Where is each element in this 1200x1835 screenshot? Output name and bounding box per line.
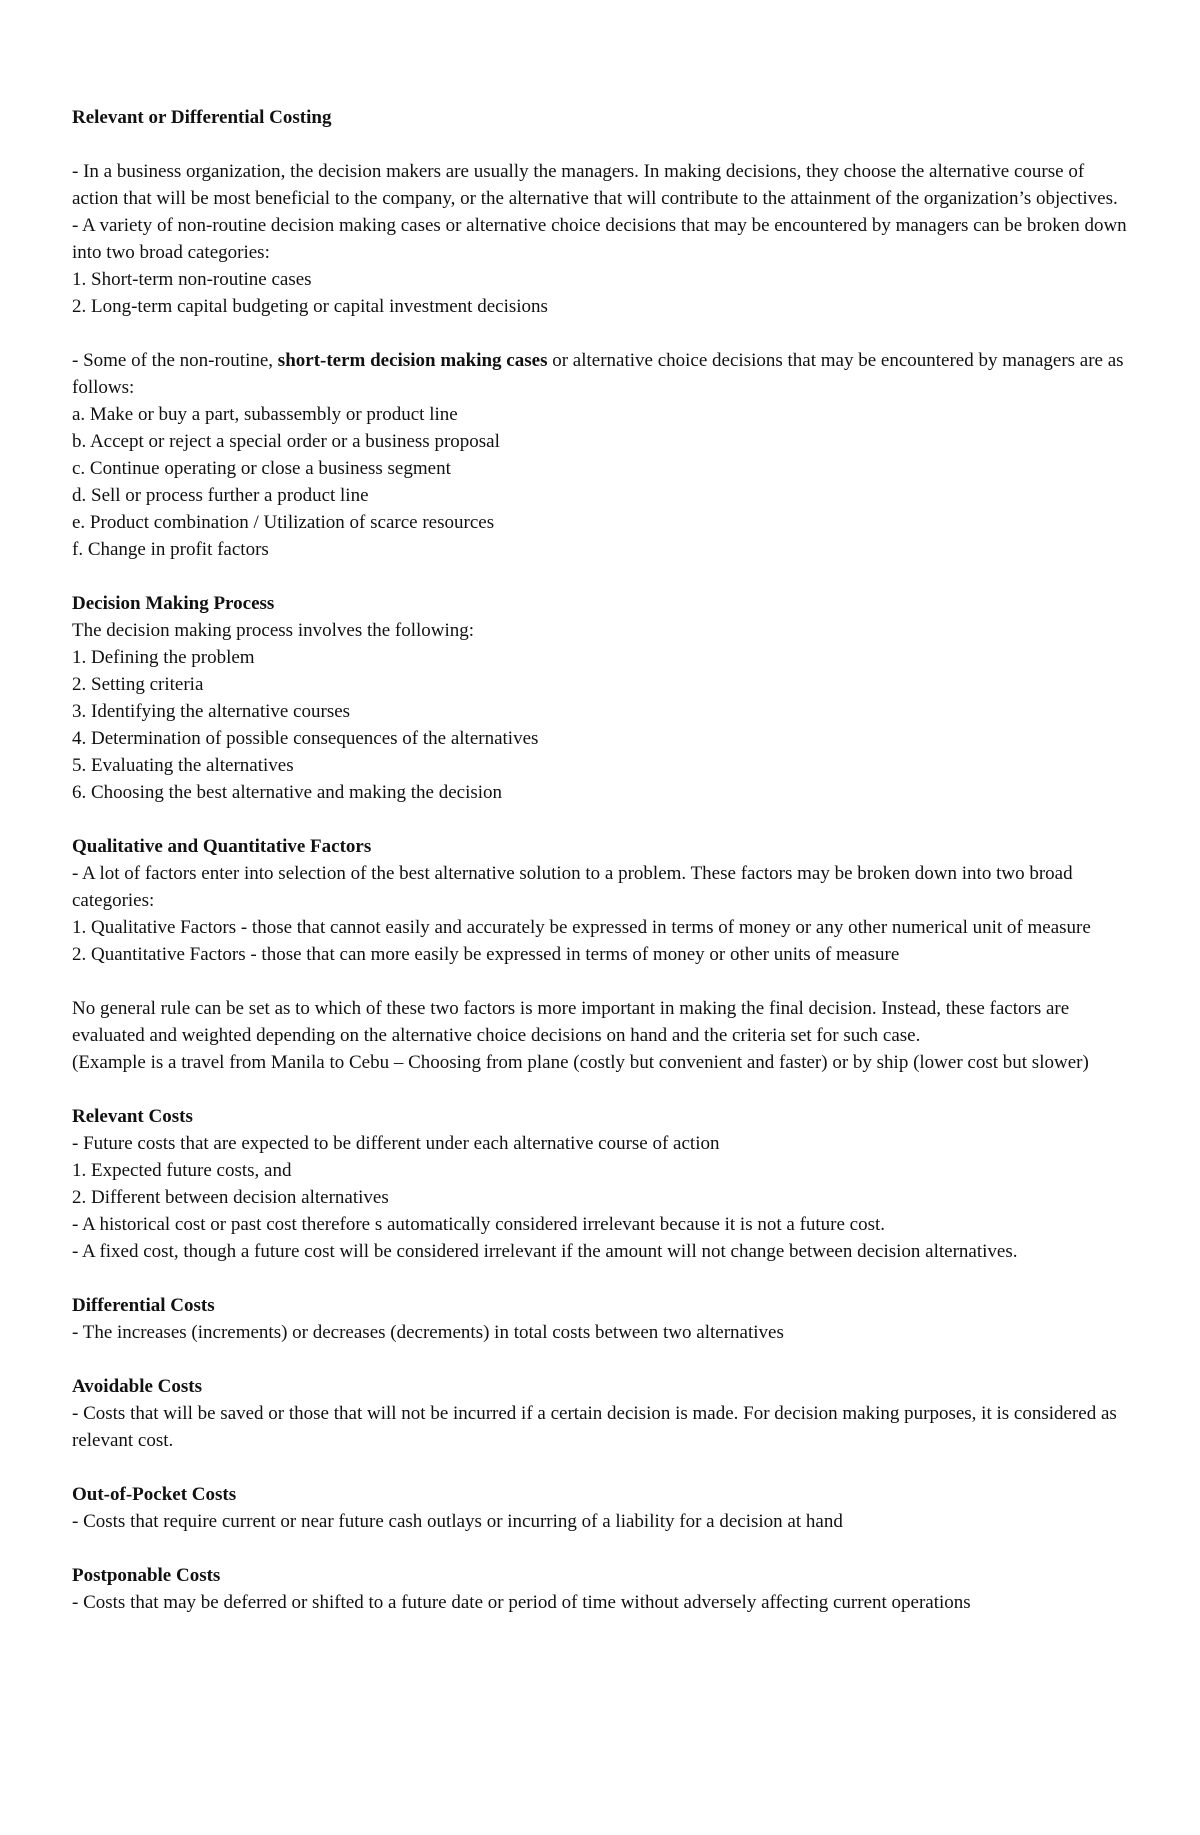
short-term-item-b: b. Accept or reject a special order or a business proposal [72, 431, 500, 452]
process-intro: The decision making process involves the following: [72, 620, 475, 641]
spacer [72, 968, 1132, 995]
spacer [72, 1265, 1132, 1292]
relevant-line-3: 2. Different between decision alternatives [72, 1187, 389, 1208]
avoidable-heading: Avoidable Costs [72, 1376, 203, 1397]
relevant-line-4: - A historical cost or past cost therefore s automatically considered irrelevant because it is not a future cost. [72, 1214, 886, 1235]
intro-item-1: 1. Short-term non-routine cases [72, 269, 312, 290]
relevant-line-1: - Future costs that are expected to be different under each alternative course of action [72, 1133, 720, 1154]
relevant-heading: Relevant Costs [72, 1106, 193, 1127]
spacer [72, 1535, 1132, 1562]
short-term-item-c: c. Continue operating or close a business segment [72, 458, 451, 479]
spacer [72, 563, 1132, 590]
postponable-text: - Costs that may be deferred or shifted to a future date or period of time without adversely affecting current operations [72, 1592, 971, 1613]
intro-item-2: 2. Long-term capital budgeting or capital investment decisions [72, 296, 548, 317]
out-of-pocket-text: - Costs that require current or near future cash outlays or incurring of a liability for a decision at hand [72, 1511, 843, 1532]
short-term-lead: - Some of the non-routine, [72, 350, 278, 371]
factors-heading: Qualitative and Quantitative Factors [72, 836, 372, 857]
intro-paragraph-2: - A variety of non-routine decision making cases or alternative choice decisions that may be encountered by managers can be broken down into two broad categories: [72, 215, 1132, 263]
factors-item-1: 1. Qualitative Factors - those that cannot easily and accurately be expressed in terms of money or any other numerical unit of measure [72, 917, 1091, 938]
relevant-line-2: 1. Expected future costs, and [72, 1160, 292, 1181]
process-item-1: 1. Defining the problem [72, 647, 255, 668]
differential-heading: Differential Costs [72, 1295, 215, 1316]
short-term-rest: or alternative choice decisions that may be encountered by managers are as follows: [72, 350, 1129, 398]
factors-example: (Example is a travel from Manila to Cebu – Choosing from plane (costly but convenient and faster) or by ship (lower cost but slower) [72, 1052, 1089, 1073]
postponable-heading: Postponable Costs [72, 1565, 221, 1586]
differential-text: - The increases (increments) or decreases (decrements) in total costs between two alternatives [72, 1322, 784, 1343]
document-page [72, 104, 1132, 1616]
spacer [72, 1346, 1132, 1373]
process-heading: Decision Making Process [72, 593, 275, 614]
avoidable-text: - Costs that will be saved or those that will not be incurred if a certain decision is made. For decision making purposes, it is considered as relevant cost. [72, 1403, 1122, 1451]
short-term-bold-phrase: short-term decision making cases [277, 350, 548, 371]
out-of-pocket-heading: Out-of-Pocket Costs [72, 1484, 237, 1505]
process-item-2: 2. Setting criteria [72, 674, 204, 695]
spacer [72, 131, 1132, 158]
process-item-3: 3. Identifying the alternative courses [72, 701, 351, 722]
process-item-5: 5. Evaluating the alternatives [72, 755, 294, 776]
spacer [72, 1454, 1132, 1481]
short-term-item-a: a. Make or buy a part, subassembly or product line [72, 404, 458, 425]
factors-paragraph-2: No general rule can be set as to which of these two factors is more important in making the final decision. Instead, these factors are evaluated and weighted depending on the alternative choice decisions on hand and the criteria set for such case. [72, 998, 1074, 1046]
short-term-item-f: f. Change in profit factors [72, 539, 269, 560]
process-item-6: 6. Choosing the best alternative and making the decision [72, 782, 503, 803]
intro-paragraph-1: - In a business organization, the decision makers are usually the managers. In making decisions, they choose the alternative course of action that will be most beneficial to the company, or the alternative that will contribute to the attainment of the organization’s objectives. [72, 161, 1118, 209]
short-term-paragraph [72, 347, 1132, 401]
short-term-item-e: e. Product combination / Utilization of scarce resources [72, 512, 495, 533]
spacer [72, 806, 1132, 833]
factors-item-2: 2. Quantitative Factors - those that can more easily be expressed in terms of money or other units of measure [72, 944, 900, 965]
process-item-4: 4. Determination of possible consequences of the alternatives [72, 728, 539, 749]
short-term-item-d: d. Sell or process further a product line [72, 485, 369, 506]
spacer [72, 1076, 1132, 1103]
relevant-line-5: - A fixed cost, though a future cost will be considered irrelevant if the amount will not change between decision alternatives. [72, 1241, 1018, 1262]
spacer [72, 320, 1132, 347]
factors-paragraph-1: - A lot of factors enter into selection of the best alternative solution to a problem. These factors may be broken down into two broad categories: [72, 863, 1078, 911]
document-title: Relevant or Differential Costing [72, 107, 332, 128]
